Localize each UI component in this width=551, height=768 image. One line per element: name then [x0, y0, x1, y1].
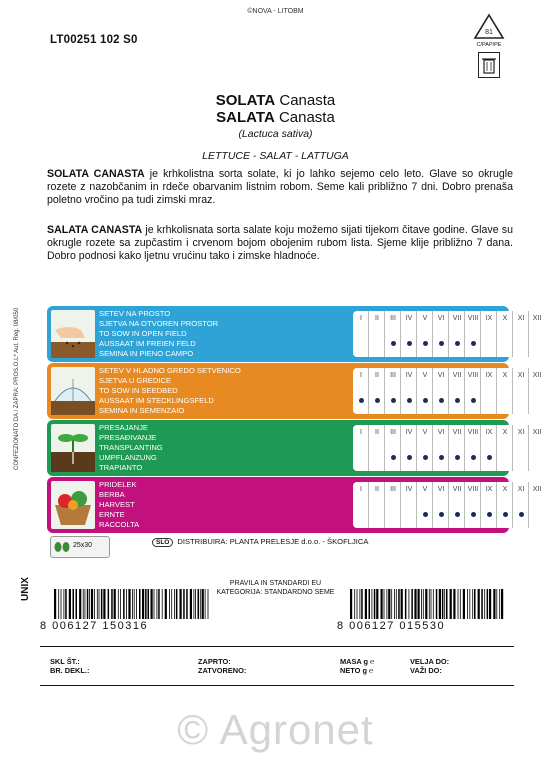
month-label: VI	[437, 315, 445, 322]
month-dot	[423, 512, 428, 517]
row-label: RACCOLTA	[99, 520, 140, 529]
barcode-bar	[446, 589, 448, 619]
barcode-bar	[496, 589, 497, 619]
month-label: I	[360, 315, 362, 322]
barcode-bar	[431, 589, 432, 619]
row-label: UMPFLANZUNG	[99, 453, 157, 462]
barcode-bar	[128, 589, 130, 619]
barcode-bar	[409, 589, 410, 619]
barcode-bar	[87, 589, 89, 619]
month-label: X	[502, 372, 508, 379]
month-dot	[439, 341, 444, 346]
barcode-left-number: 8 006127 150316	[40, 620, 149, 632]
month-label: II	[375, 486, 379, 493]
barcode-bar	[350, 589, 352, 619]
barcode-bar	[208, 589, 209, 619]
mass-label: MASA g	[340, 657, 369, 666]
month-label: VI	[437, 429, 445, 436]
watermark: © Agronet	[177, 706, 374, 753]
barcode-bar	[418, 589, 420, 619]
month-label: I	[360, 429, 362, 436]
recycle-label: C/PAP/PE	[476, 42, 502, 48]
closed-label: ZAPRTO:	[198, 657, 231, 666]
row-label: TO SOW IN SEEDBED	[99, 386, 178, 395]
month-dot	[487, 455, 492, 460]
month-dot	[439, 398, 444, 403]
barcode-bar	[387, 589, 388, 619]
barcode-bar	[73, 589, 75, 619]
month-label: III	[390, 372, 396, 379]
barcode-bar	[165, 589, 167, 619]
month-label: XII	[532, 486, 542, 493]
barcode-bar	[148, 589, 150, 619]
month-label: X	[502, 486, 508, 493]
barcode-bar	[487, 589, 489, 619]
barcode-bar	[190, 589, 192, 619]
barcode-bar	[198, 589, 200, 619]
barcode-bar	[101, 589, 103, 619]
calendar-row-sowing-seedbed	[47, 363, 542, 419]
month-dot	[375, 398, 380, 403]
month-label: IV	[405, 429, 413, 436]
barcode-bar	[499, 589, 500, 619]
month-dot	[423, 455, 428, 460]
seedling-icon	[51, 424, 95, 472]
month-dot	[391, 398, 396, 403]
barcode-bar	[365, 589, 367, 619]
barcode-bar	[158, 589, 160, 619]
month-label: XII	[532, 429, 542, 436]
month-label: I	[360, 486, 362, 493]
mass-fields	[340, 657, 375, 675]
month-label: XI	[517, 372, 525, 379]
barcode-bar	[369, 589, 371, 619]
month-label: XI	[517, 486, 525, 493]
calendar-row-sowing-open	[47, 306, 542, 362]
barcode-bar	[391, 589, 392, 619]
month-label: II	[375, 372, 379, 379]
month-dot	[407, 341, 412, 346]
month-dot	[407, 398, 412, 403]
vegetable-basket-icon	[51, 481, 95, 529]
barcode-bar	[142, 589, 144, 619]
barcode-bar	[478, 589, 480, 619]
barcode-bar	[396, 589, 397, 619]
barcode-bar	[114, 589, 116, 619]
row-label: PRESAJANJE	[99, 423, 148, 432]
month-label: I	[360, 372, 362, 379]
month-label: XII	[532, 372, 542, 379]
month-label: II	[375, 429, 379, 436]
month-dot	[391, 455, 396, 460]
barcode-bar	[501, 589, 503, 619]
barcode-bar	[405, 589, 407, 619]
barcode-bar	[108, 589, 110, 619]
barcode-bar	[460, 589, 461, 619]
barcode-bar	[425, 589, 427, 619]
barcode-bar	[183, 589, 185, 619]
valid-until-label: VELJA DO:	[410, 657, 450, 666]
barcode-bar	[360, 589, 361, 619]
barcode-right-number: 8 006127 015530	[337, 620, 446, 632]
month-label: VII	[452, 486, 462, 493]
barcode-bar	[484, 589, 485, 619]
barcode-right	[348, 589, 506, 619]
barcode-bar	[134, 589, 135, 619]
month-dot	[391, 341, 396, 346]
row-label: SETEV V HLADNO GREDO SETVENICO	[99, 366, 241, 375]
barcode-bar	[401, 589, 403, 619]
month-dot	[407, 455, 412, 460]
net-label: NETO g	[340, 666, 367, 675]
month-label: VIII	[467, 486, 479, 493]
month-label: VIII	[467, 372, 479, 379]
row-label: AUSSAAT IM FREIEN FELD	[99, 339, 196, 348]
barcode-bar	[357, 589, 358, 619]
spacing-value: 25x30	[73, 542, 93, 549]
translations: LETTUCE - SALAT - LATTUGA	[202, 150, 349, 162]
description-croatian: SALATA CANASTA je krhkolisnata sorta salate koju možemo sijati tijekom čitave godine. Glave su okrugle rozete sa zupčastim i crvenom bojom obojenim rubom lista. Sjeme klije približno 7 dana. Dobro podnosi kako ljetnu vrućinu tako i zimske hladnoće.	[47, 224, 513, 262]
greenhouse-icon	[51, 367, 95, 415]
divider	[40, 685, 514, 686]
barcode-bar	[469, 589, 470, 619]
month-label: V	[422, 315, 428, 322]
latin-name: (Lactuca sativa)	[238, 128, 313, 140]
month-dot	[455, 455, 460, 460]
valid-fields	[410, 657, 449, 675]
row-label: SETEV NA PROSTO	[99, 309, 171, 318]
barcode-bar	[120, 589, 121, 619]
barcode-bar	[145, 589, 147, 619]
row-labels	[99, 309, 218, 359]
distributor	[152, 537, 368, 547]
barcode-bar	[200, 589, 201, 619]
barcode-bar	[439, 589, 441, 619]
row-label: AUSSAAT IM STECKLINGSFELD	[99, 396, 214, 405]
barcode-bar	[354, 589, 355, 619]
month-label: IV	[405, 315, 413, 322]
month-dot	[439, 455, 444, 460]
month-label: IV	[405, 372, 413, 379]
month-label: V	[422, 429, 428, 436]
valid-until-label-hr: VAŽI DO:	[410, 666, 442, 675]
month-label: XII	[532, 315, 542, 322]
lot-number-label: SKL ŠT.:	[50, 657, 80, 666]
barcode-bar	[442, 589, 444, 619]
barcode-bar	[463, 589, 465, 619]
row-label: TRANSPLANTING	[99, 443, 163, 452]
month-label: X	[502, 315, 508, 322]
month-label: IX	[485, 315, 493, 322]
declaration-number-label: BR. DEKL.:	[50, 666, 90, 675]
barcode-bar	[453, 589, 455, 619]
month-dot	[471, 398, 476, 403]
barcode-bar	[69, 589, 71, 619]
row-labels	[99, 423, 163, 473]
estimated-sign-icon: ℮	[369, 666, 374, 675]
barcode-bar	[381, 589, 383, 619]
barcode-bar	[103, 589, 105, 619]
barcode-bar	[202, 589, 204, 619]
row-label: BERBA	[99, 490, 125, 499]
month-dot	[503, 512, 508, 517]
month-dot	[359, 398, 364, 403]
month-grid	[353, 368, 546, 414]
month-dot	[455, 341, 460, 346]
month-label: IX	[485, 429, 493, 436]
barcode-bar	[111, 589, 113, 619]
calendar-row-transplanting	[47, 420, 542, 476]
barcode-bar	[194, 589, 195, 619]
month-grid	[353, 482, 546, 528]
month-grid	[353, 311, 546, 357]
row-label: PRIDELEK	[99, 480, 137, 489]
barcode-bar	[64, 589, 65, 619]
barcode-bar	[58, 589, 59, 619]
barcode-bar	[374, 589, 376, 619]
closed-label-hr: ZATVORENO:	[198, 666, 247, 675]
month-label: VII	[452, 429, 462, 436]
product-code: LT00251 102 S0	[50, 34, 138, 46]
month-label: VIII	[467, 429, 479, 436]
barcode-bar	[384, 589, 385, 619]
closed-fields	[198, 657, 246, 675]
plant-spacing-box	[50, 536, 110, 558]
barcode-bar	[171, 589, 172, 619]
barcode-bar	[123, 589, 125, 619]
month-dot	[455, 398, 460, 403]
barcode-bar	[388, 589, 390, 619]
estimated-sign-icon: ℮	[370, 657, 375, 666]
month-label: V	[422, 486, 428, 493]
row-label: SJETVA NA OTVOREN PROSTOR	[99, 319, 219, 328]
barcode-bar	[89, 589, 90, 619]
month-label: VII	[452, 315, 462, 322]
barcode-bar	[467, 589, 468, 619]
month-dot	[519, 512, 524, 517]
month-label: VI	[437, 486, 445, 493]
recycle-symbol	[470, 12, 508, 84]
barcode-bar	[423, 589, 424, 619]
month-dot	[487, 512, 492, 517]
plants-spacing-icon	[54, 540, 70, 554]
barcode-bar	[79, 589, 81, 619]
barcode-bar	[489, 589, 491, 619]
row-label: PRESAĐIVANJE	[99, 433, 157, 442]
row-label: TRAPIANTO	[99, 463, 143, 472]
description-slovene: SOLATA CANASTA je krhkolistna sorta solate, ki jo lahko sejemo celo leto. Glave so okrugle rozete z nazobčanim in rdeče obarvanim listnim robom. Seme kali približno 7 dni. Dobro prenaša poletno vročino pa tudi zimski mraz.	[47, 168, 513, 206]
barcode-bar	[474, 589, 476, 619]
barcode-bar	[136, 589, 137, 619]
copyright-text: ©NOVA - LITOBM	[247, 8, 304, 15]
row-label: SEMINA IN SEMENZAIO	[99, 406, 185, 415]
month-dot	[423, 341, 428, 346]
barcode-bar	[444, 589, 445, 619]
barcode-left	[52, 589, 210, 619]
barcode-bar	[180, 589, 182, 619]
row-label: SEMINA IN PIENO CAMPO	[99, 349, 194, 358]
seed-category: KATEGORIJA: STANDARDNO SEME	[216, 589, 335, 596]
trash-bin-icon	[478, 52, 500, 78]
barcode-bar	[132, 589, 133, 619]
barcode-bar	[76, 589, 78, 619]
month-label: V	[422, 372, 428, 379]
barcode-bar	[97, 589, 98, 619]
barcode-bar	[361, 589, 363, 619]
barcode-bar	[151, 589, 153, 619]
barcode-bar	[65, 589, 67, 619]
month-label: III	[390, 315, 396, 322]
month-label: VIII	[467, 315, 479, 322]
month-label: III	[390, 429, 396, 436]
month-label: IV	[405, 486, 413, 493]
sowing-hand-icon	[51, 310, 95, 358]
month-label: XI	[517, 429, 525, 436]
barcode-bar	[162, 589, 163, 619]
divider	[40, 646, 514, 647]
barcode-bar	[372, 589, 373, 619]
packager-vertical-text: CONFEZIONATO DA / ZAPRA: PROS.O.L* Aut. Reg. 08/050	[14, 307, 20, 470]
country-badge: SLO	[152, 538, 173, 547]
barcode-bar	[458, 589, 459, 619]
row-label: HARVEST	[99, 500, 135, 509]
unix-label: UNIX	[20, 577, 31, 601]
barcode-bar	[398, 589, 400, 619]
barcode-bar	[186, 589, 188, 619]
product-title-croatian: SALATA Canasta	[216, 109, 335, 126]
month-label: X	[502, 429, 508, 436]
month-dot	[471, 341, 476, 346]
month-label: II	[375, 315, 379, 322]
barcode-bar	[450, 589, 452, 619]
month-label: III	[390, 486, 396, 493]
row-label: ERNTE	[99, 510, 125, 519]
recycle-number: 81	[485, 29, 493, 36]
barcode-bar	[472, 589, 473, 619]
barcode-bar	[61, 589, 62, 619]
month-dot	[439, 512, 444, 517]
month-label: VII	[452, 372, 462, 379]
barcode-bar	[139, 589, 141, 619]
month-label: IX	[485, 486, 493, 493]
row-label: SJETVA U GREDICE	[99, 376, 172, 385]
barcode-bar	[83, 589, 84, 619]
distributor-text: DISTRIBUIRA: PLANTA PRELESJE d.o.o. - ŠKOFLJICA	[177, 537, 369, 546]
barcode-bar	[411, 589, 413, 619]
lot-fields	[50, 657, 89, 675]
barcode-bar	[394, 589, 395, 619]
month-label: IX	[485, 372, 493, 379]
barcode-bar	[169, 589, 170, 619]
barcode-bar	[157, 589, 158, 619]
barcode-bar	[54, 589, 56, 619]
barcode-bar	[94, 589, 95, 619]
month-dot	[471, 512, 476, 517]
barcode-bar	[99, 589, 100, 619]
calendar-row-harvest	[47, 477, 542, 533]
barcode-bar	[481, 589, 483, 619]
month-dot	[471, 455, 476, 460]
barcode-bar	[118, 589, 119, 619]
barcode-bar	[195, 589, 196, 619]
barcode-bar	[85, 589, 86, 619]
barcode-bar	[376, 589, 378, 619]
barcode-bar	[421, 589, 422, 619]
barcode-bar	[429, 589, 430, 619]
barcode-bar	[414, 589, 416, 619]
month-dot	[423, 398, 428, 403]
recycle-icon	[470, 12, 508, 42]
barcode-bar	[493, 589, 495, 619]
barcode-bar	[154, 589, 155, 619]
row-labels	[99, 366, 241, 416]
month-label: VI	[437, 372, 445, 379]
barcode-bar	[205, 589, 206, 619]
row-labels	[99, 480, 139, 530]
barcode-bar	[433, 589, 434, 619]
month-dot	[455, 512, 460, 517]
eu-rules: PRAVILA IN STANDARDI EU	[229, 580, 322, 587]
barcode-bar	[126, 589, 127, 619]
barcode-bar	[174, 589, 175, 619]
product-title-slovene: SOLATA Canasta	[215, 92, 336, 109]
barcode-bar	[436, 589, 438, 619]
month-grid	[353, 425, 546, 471]
row-label: TO SOW IN OPEN FIELD	[99, 329, 187, 338]
month-label: XI	[517, 315, 525, 322]
barcode-bar	[91, 589, 93, 619]
barcode-bar	[176, 589, 178, 619]
